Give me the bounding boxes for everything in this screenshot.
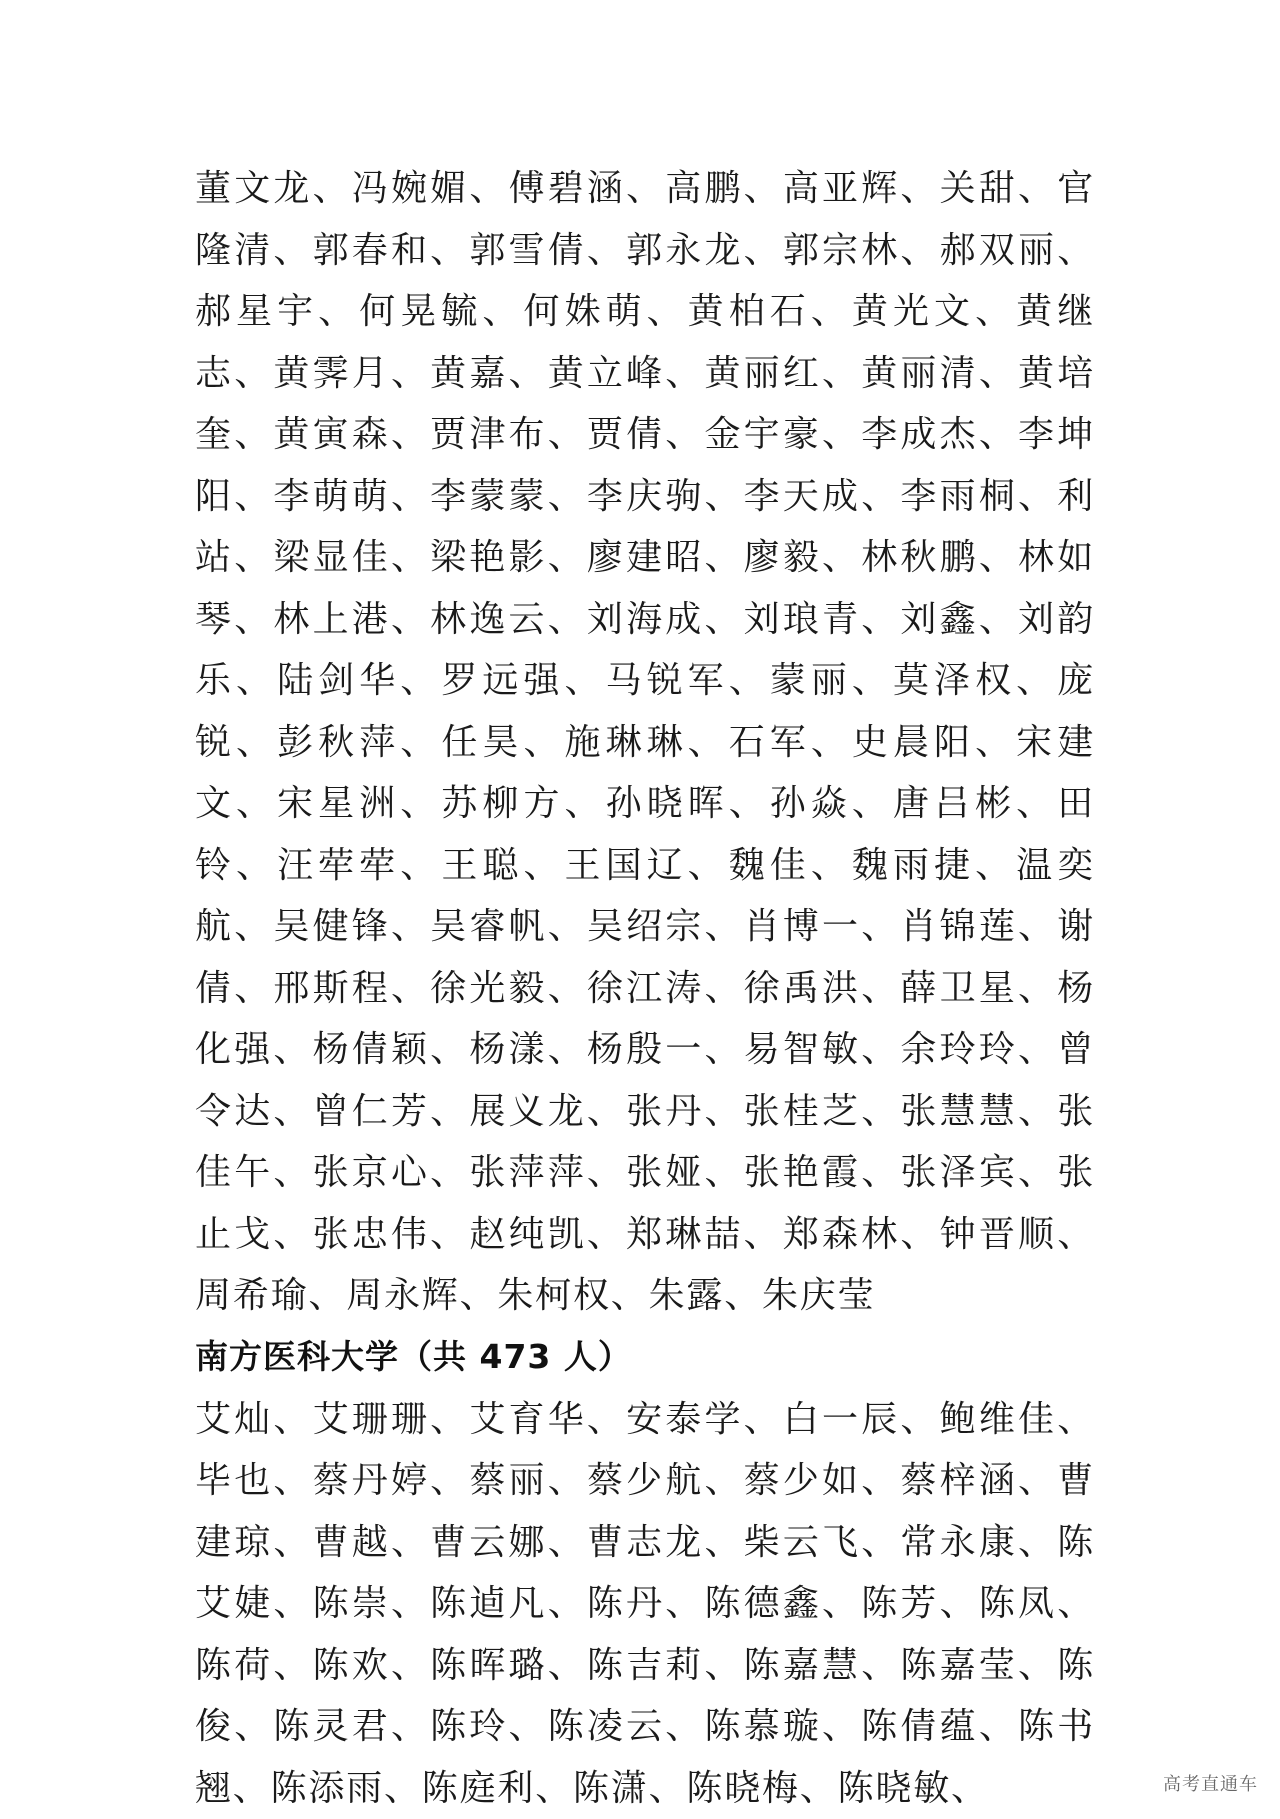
- name-list-paragraph-2: 艾灿、艾珊珊、艾育华、安泰学、白一辰、鲍维佳、毕也、蔡丹婷、蔡丽、蔡少航、蔡少如、蔡梓涵、曹建琼、曹越、曹云娜、曹志龙、柴云飞、常永康、陈艾婕、陈崇、陈逌凡、陈丹、陈德鑫、陈芳、陈凤、陈荷、陈欢、陈晖璐、陈吉莉、陈嘉慧、陈嘉莹、陈俊、陈灵君、陈玲、陈凌云、陈慕璇、陈倩蕴、陈书翘、陈添雨、陈庭利、陈潇、陈晓梅、陈晓敏、: [195, 1389, 1095, 1819]
- name-list-paragraph: 董文龙、冯婉媚、傅碧涵、高鹏、高亚辉、关甜、官隆清、郭春和、郭雪倩、郭永龙、郭宗林、郝双丽、郝星宇、何晃毓、何姝萌、黄柏石、黄光文、黄继志、黄霁月、黄嘉、黄立峰、黄丽红、黄丽清、黄培奎、黄寅森、贾津布、贾倩、金宇豪、李成杰、李坤阳、李萌萌、李蒙蒙、李庆驹、李天成、李雨桐、利站、梁显佳、梁艳影、廖建昭、廖毅、林秋鹏、林如琴、林上港、林逸云、刘海成、刘琅青、刘鑫、刘韵乐、陆剑华、罗远强、马锐军、蒙丽、莫泽权、庞锐、彭秋萍、任昊、施琳琳、石军、史晨阳、宋建文、宋星洲、苏柳方、孙晓晖、孙焱、唐吕彬、田铃、汪荦荦、王聪、王国辽、魏佳、魏雨捷、温奕航、吴健锋、吴睿帆、吴绍宗、肖博一、肖锦莲、谢倩、邢斯程、徐光毅、徐江涛、徐禹洪、薛卫星、杨化强、杨倩颖、杨漾、杨殷一、易智敏、余玲玲、曾令达、曾仁芳、展义龙、张丹、张桂芝、张慧慧、张佳午、张京心、张萍萍、张娅、张艳霞、张泽宾、张止戈、张忠伟、赵纯凯、郑琳喆、郑森林、钟晋顺、周希瑜、周永辉、朱柯权、朱露、朱庆莹: [195, 158, 1095, 1327]
- section-heading: 南方医科大学（共 473 人）: [195, 1327, 1095, 1389]
- watermark-text: 高考直通车: [1163, 1770, 1258, 1796]
- page-content: [195, 158, 1095, 1819]
